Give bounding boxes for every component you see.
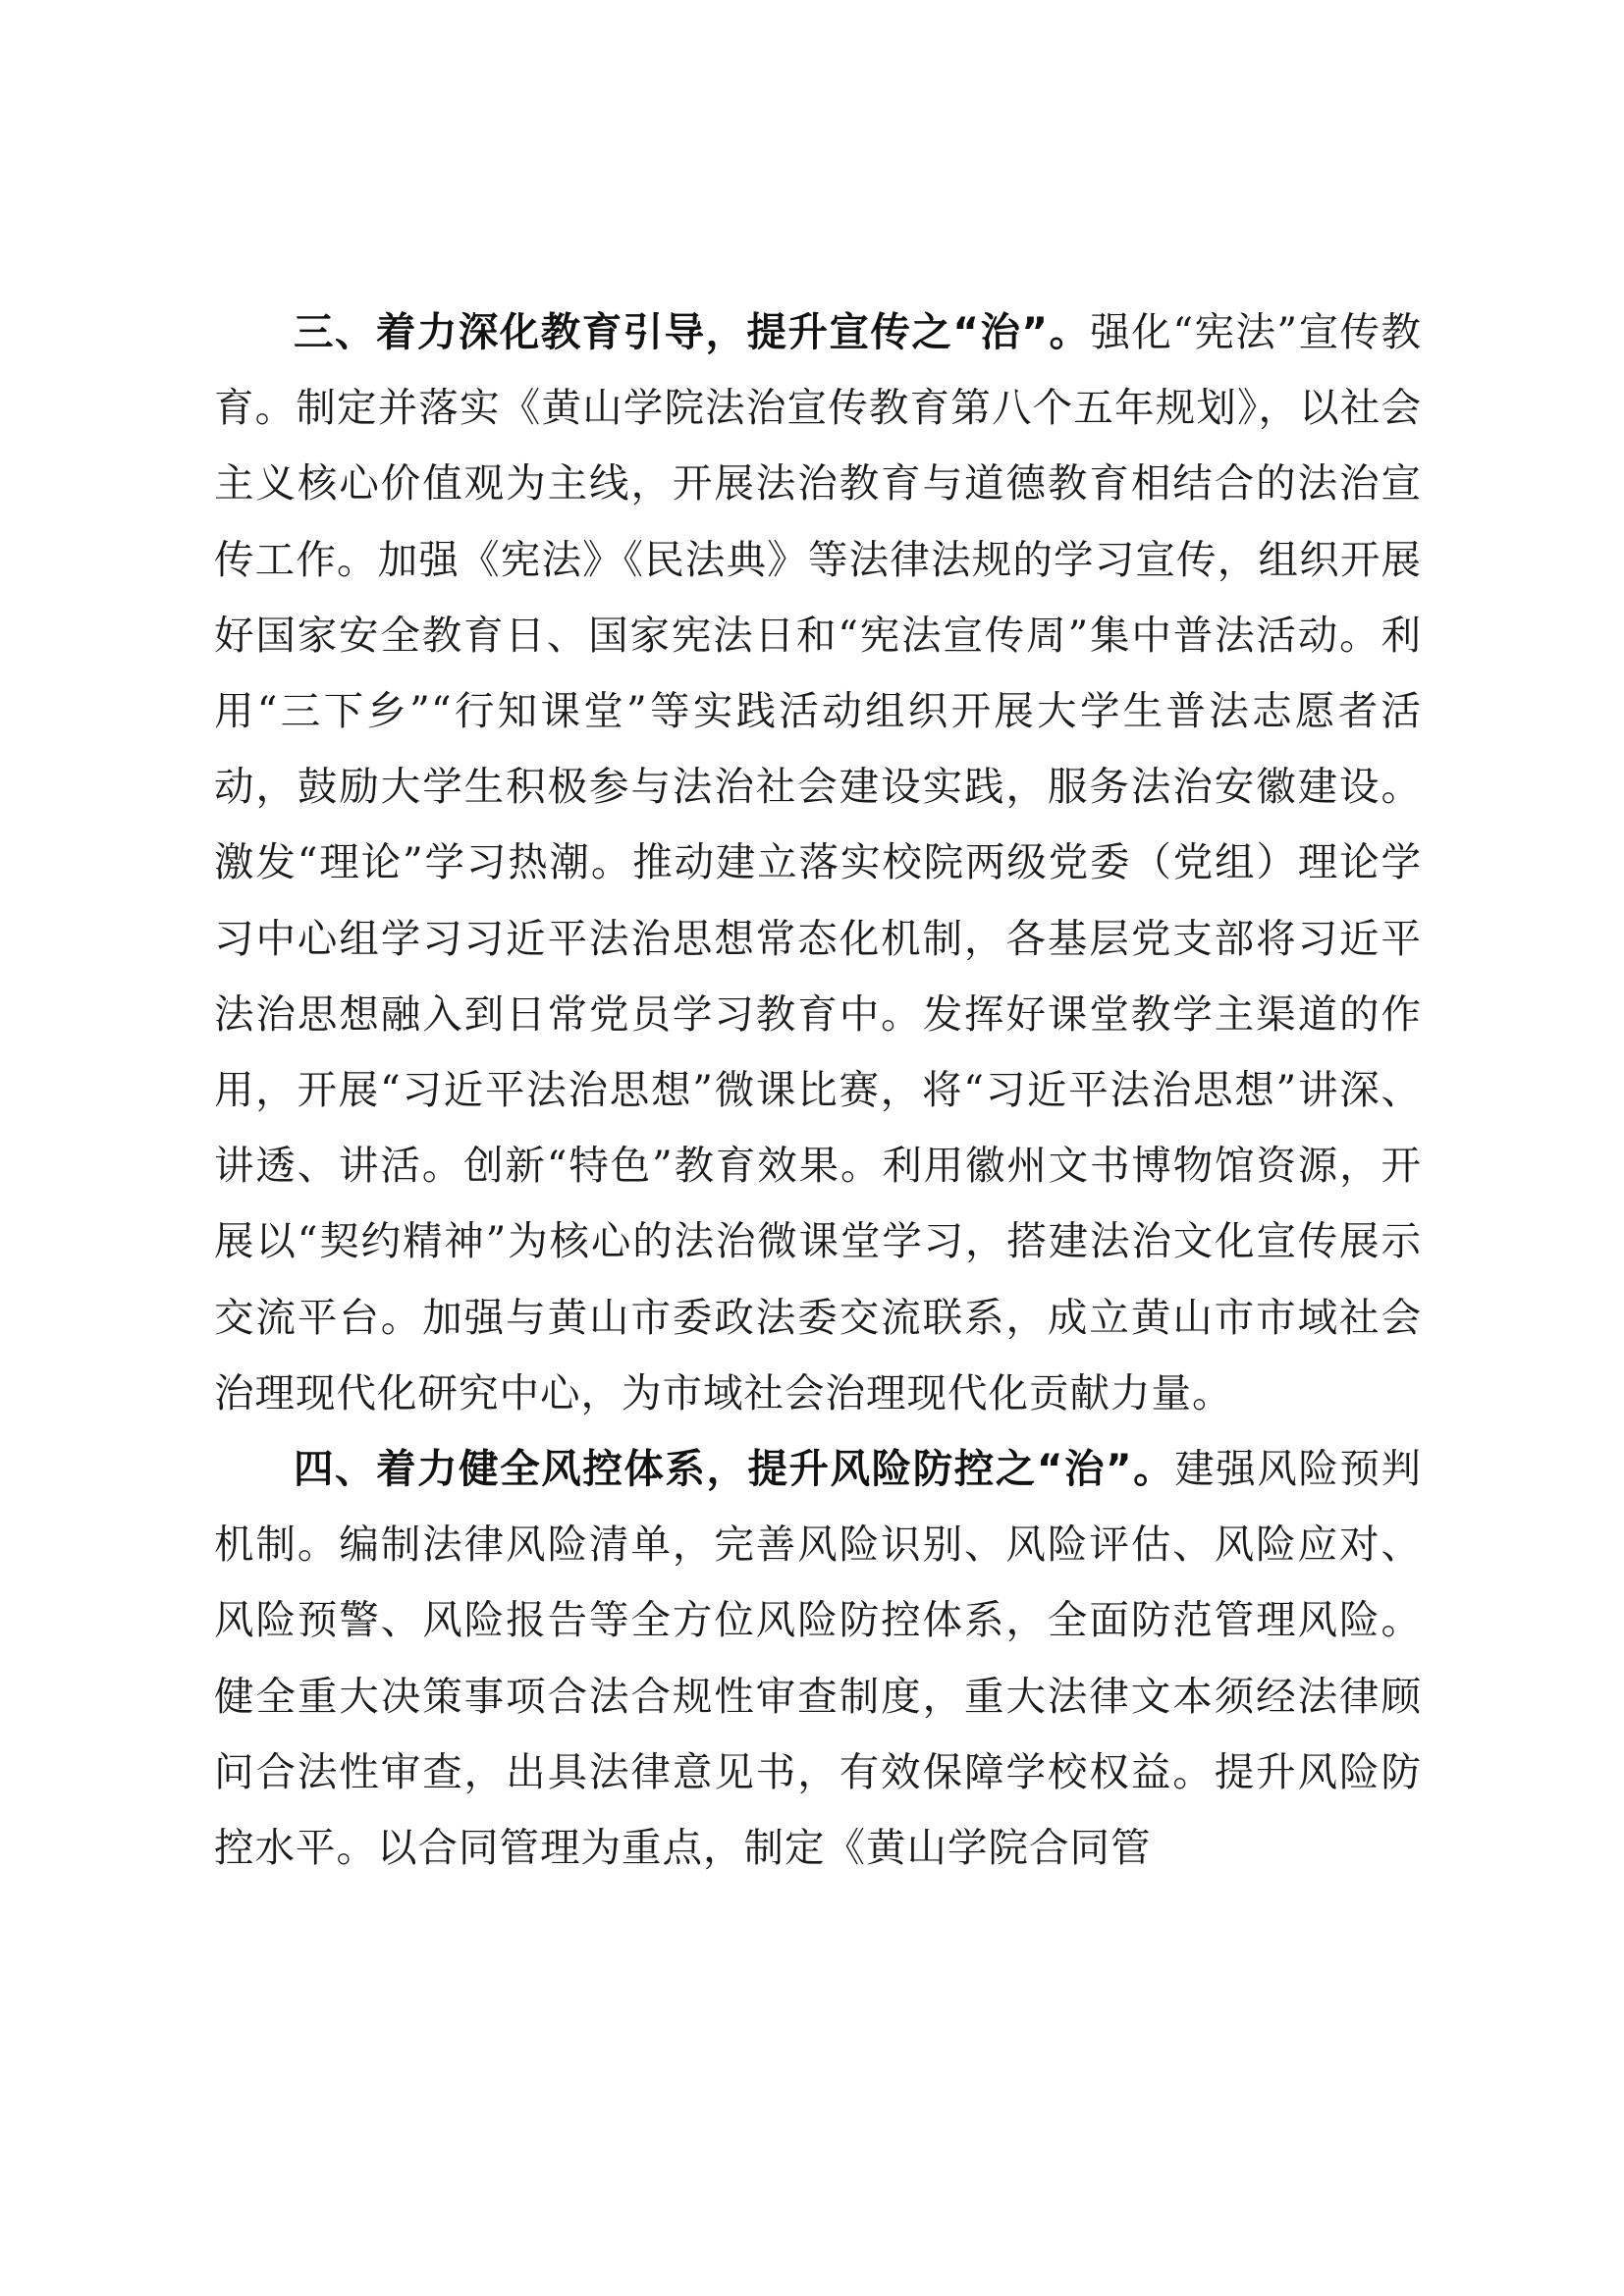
document-body <box>214 294 1422 1886</box>
paragraph-section-4 <box>214 1431 1422 1886</box>
section-heading-3: 三、着力深化教育引导，提升宣传之“治”。 <box>294 308 1091 355</box>
section-body-4: 建强风险预判机制。编制法律风险清单，完善风险识别、风险评估、风险应对、风险预警、风险报告等全方位风险防控体系，全面防范管理风险。健全重大决策事项合法合规性审查制度，重大法律文本须经法律顾问合法性审查，出具法律意见书，有效保障学校权益。提升风险防控水平。以合同管理为重点，制定《黄山学院合同管 <box>214 1445 1422 1872</box>
paragraph-section-3 <box>214 294 1422 1431</box>
section-heading-4: 四、着力健全风控体系，提升风险防控之“治”。 <box>294 1445 1175 1493</box>
section-body-3: 强化“宪法”宣传教育。制定并落实《黄山学院法治宣传教育第八个五年规划》，以社会主义核心价值观为主线，开展法治教育与道德教育相结合的法治宣传工作。加强《宪法》《民法典》等法律法规的学习宣传，组织开展好国家安全教育日、国家宪法日和“宪法宣传周”集中普法活动。利用“三下乡”“行知课堂”等实践活动组织开展大学生普法志愿者活动，鼓励大学生积极参与法治社会建设实践，服务法治安徽建设。激发“理论”学习热潮。推动建立落实校院两级党委（党组）理论学习中心组学习习近平法治思想常态化机制，各基层党支部将习近平法治思想融入到日常党员学习教育中。发挥好课堂教学主渠道的作用，开展“习近平法治思想”微课比赛，将“习近平法治思想”讲深、讲透、讲活。创新“特色”教育效果。利用徽州文书博物馆资源，开展以“契约精神”为核心的法治微课堂学习，搭建法治文化宣传展示交流平台。加强与黄山市委政法委交流联系，成立黄山市市域社会治理现代化研究中心，为市域社会治理现代化贡献力量。 <box>214 308 1423 1416</box>
